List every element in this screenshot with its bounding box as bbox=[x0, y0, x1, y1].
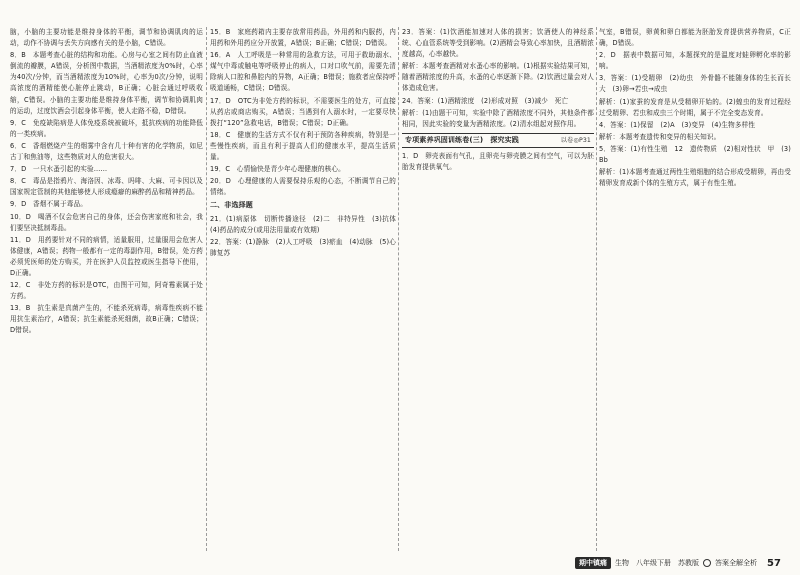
answer-paragraph: 5．答案：(1)有性生殖 12 遗传物质 (2)相对性状 甲 (3)Bb bbox=[599, 144, 791, 165]
column-divider bbox=[596, 27, 597, 551]
answer-paragraph: 8．B 本题考查心脏的结构和功能。心房与心室之间有防止血液倒流的瓣膜，A错误，分析图中数据，当酒精浓度为0%时，心率为40次/分钟，而当酒精浓度为10%时，心率为0次/分钟，说明高浓度的酒精能使心脏停止跳动，B正确；心脏会通过呼吸收缩，C错误。小脑的主要功能是维持身体平衡，调节和协调肌肉的运动，过度饮酒会引起身体平衡，使人走路不稳，D错误。 bbox=[10, 51, 203, 115]
answer-paragraph: 21．(1)病原体 切断传播途径 (2)二 非特异性 (3)抗体 (4)药品的成分(或用法用量或有效期) bbox=[210, 214, 403, 234]
answer-paragraph: 解析：(1)本题考查通过两性生殖细胞的结合形成受精卵，再由受精卵发育成新个体的生殖方式，属于有性生殖。 bbox=[599, 168, 791, 188]
answer-paragraph: 18．C 健康的生活方式不仅有利于预防各种疾病，特别是一些慢性疾病，而且有利于提高人们的健康水平，提高生活质量。 bbox=[210, 130, 396, 162]
section-heading: 二、非选择题 bbox=[210, 201, 253, 210]
brand-badge: 期中镇痛 bbox=[575, 557, 611, 569]
answer-paragraph: 19．C 心情愉快是青少年心理健康的核心。 bbox=[210, 165, 345, 174]
answer-paragraph: 9．C 免疫缺陷病是人体免疫系统被破坏，抵抗疾病的功能降低的一类疾病。 bbox=[10, 118, 203, 138]
column-divider bbox=[398, 27, 399, 551]
answer-paragraph: 8．C 毒品是指鸦片、海洛因、冰毒、吗啡、大麻、可卡因以及国家规定管制的其他能够使人形成瘾癖的麻醉药品和精神药品。 bbox=[10, 177, 203, 197]
answer-paragraph: 解析：本题考查酒精对水蚤心率的影响。(1)根据实验结果可知，随着酒精浓度的升高，水蚤的心率逐渐下降。(2)饮酒过量会对人体造成危害。 bbox=[402, 62, 594, 93]
answer-paragraph: 3．答案：(1)受精卵 (2)幼虫 外骨骼不能随身体的生长而长大 (3)卵→若虫→成虫 bbox=[599, 74, 791, 94]
answer-paragraph: 9．D 香烟不属于毒品。 bbox=[10, 200, 88, 209]
answer-paragraph: 24．答案：(1)酒精浓度 (2)形成对照 (3)减少 死亡 bbox=[402, 96, 569, 105]
footer-subject: 生物 八年级下册 苏教版 bbox=[615, 559, 699, 567]
answer-paragraph: 22．答案：(1)静脉 (2)人工呼吸 (3)瘀血 (4)动脉 (5)心肺复苏 bbox=[210, 237, 396, 257]
page-footer bbox=[575, 556, 781, 570]
circle-mark-icon bbox=[703, 559, 711, 567]
column-3 bbox=[402, 27, 594, 551]
page-number: 57 bbox=[767, 557, 781, 569]
answer-paragraph: 15．B 家庭药箱内主要存放常用药品，外用药和内服药，内用药和外用药应分开放置，A错误；B正确；C错误；D错误。 bbox=[210, 28, 396, 48]
column-1 bbox=[10, 27, 203, 551]
answer-paragraph: 2．D 据表中数据可知，本题探究的是温度对蛙卵孵化率的影响。 bbox=[599, 51, 791, 71]
answer-paragraph: 6．C 香烟燃烧产生的烟雾中含有几十种有害的化学物质，如尼古丁和焦油等，这些物质对人的危害很大。 bbox=[10, 141, 203, 162]
answer-paragraph: 解析：本题考查遗传和变异的相关知识。 bbox=[599, 132, 721, 141]
answer-paragraph: 13．B 抗生素是真菌产生的，不能杀死病毒，病毒性疾病不能用抗生素治疗，A错误；抗生素能杀死细菌，故B正确；C错误；D错误。 bbox=[10, 304, 203, 335]
answer-paragraph: 7．D 一只水蚤引起的实验…… bbox=[10, 165, 108, 174]
answer-paragraph: 1．D 卵壳表面有气孔，且卵壳与卵壳膜之间有空气，可以为胚胎发育提供氧气。 bbox=[402, 151, 594, 172]
answer-paragraph: 脑，小脑的主要功能是维持身体的平衡，调节和协调肌肉的运动，动作不协调与丢失方向感有关的是小脑，C错误。 bbox=[10, 28, 203, 48]
answer-paragraph: 10．D 喝酒不仅会危害自己的身体，还会伤害家庭和社会，我们要坚决抵制毒品。 bbox=[10, 212, 203, 232]
answer-paragraph: 11．D 用药要针对不同的病情，适量服用，过量服用会危害人体健康，A错误；药物一般都有一定的毒副作用，B错误，处方药必须凭医师的处方购买，并在医护人员监控或医生指导下使用，D正确。 bbox=[10, 235, 203, 277]
answer-paragraph: 气室，B错误，卵黄和卵白都能为胚胎发育提供营养物质，C正确，D错误。 bbox=[599, 28, 791, 48]
section-band-time: 以卷◎P31 bbox=[560, 136, 591, 144]
answer-paragraph: 解析：(1)家蚕的发育是从受精卵开始的。(2)蝗虫的发育过程经过受精卵、若虫和成虫三个时期，属于不完全变态发育。 bbox=[599, 97, 791, 117]
answer-paragraph: 解析：(1)由题干可知，实验中除了酒精浓度不同外，其他条件都相同，因此实验的变量为酒精浓度。(2)清水组起对照作用。 bbox=[402, 108, 594, 128]
footer-suffix: 答案全解全析 bbox=[715, 559, 757, 567]
section-band bbox=[402, 133, 594, 148]
answer-paragraph: 16．A 人工呼吸是一种常用的急救方法，可用于救助溺水、煤气中毒或触电等呼吸停止的病人，口对口吹气前，需要先清除病人口腔和鼻腔内的异物，A正确；B错误；施救者应保持呼吸道通畅，C错误；D错误。 bbox=[210, 51, 396, 93]
column-2 bbox=[210, 27, 403, 551]
column-divider bbox=[206, 27, 207, 551]
answer-paragraph: 23．答案：(1)饮酒能加速对人体的损害；饮酒使人的神经系统、心血管系统等受到影响。(2)酒精会导致心率加快，且酒精浓度越高，心率越快。 bbox=[402, 28, 594, 59]
answer-paragraph: 17．D OTC为非处方药的标识，不需要医生的处方，可直接从药店或商店购买，A错误；当遇到有人溺水时，一定要尽快拨打“120”急救电话，B错误；C错误；D正确。 bbox=[210, 96, 396, 127]
answer-paragraph: 20．D 心理健康的人需要保持乐观的心态，不断调节自己的情绪。 bbox=[210, 177, 396, 197]
column-4 bbox=[599, 27, 791, 551]
section-band-title: 专项素养巩固训练卷(三) 探究实践 bbox=[405, 135, 519, 144]
answer-paragraph: 4．答案：(1)保留 (2)A (3)变异 (4)生物多样性 bbox=[599, 120, 756, 129]
answer-paragraph: 12．C 非处方药的标识是OTC，由图干可知，阿奇霉素属于处方药。 bbox=[10, 281, 203, 301]
